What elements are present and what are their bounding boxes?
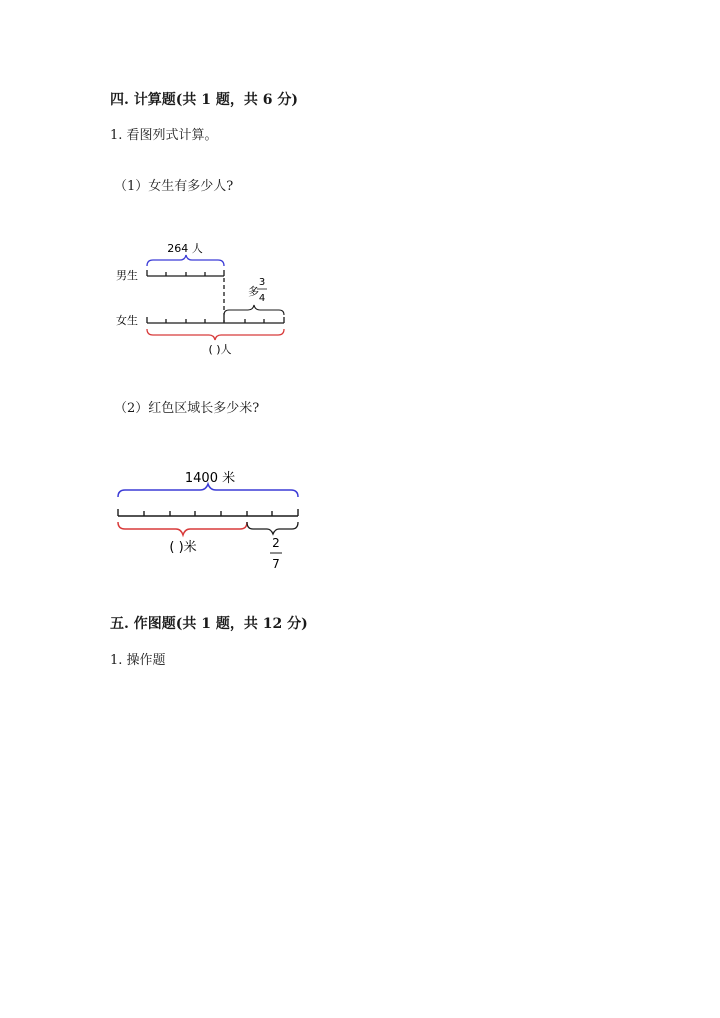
diagram2-top-brace	[118, 484, 298, 497]
sub-question-1-prompt: （1）女生有多少人?	[114, 179, 234, 194]
diagram1-top-brace	[147, 255, 224, 266]
question-1-text: 1. 看图列式计算。	[110, 128, 218, 143]
diagram1-top-label: 264 人	[167, 242, 203, 255]
diagram2-fraction-numerator: 2	[272, 536, 280, 550]
diagram2-fraction-denominator: 7	[272, 557, 280, 571]
diagram2-bar	[118, 509, 298, 516]
diagram1-bottom-brace	[147, 329, 284, 340]
girls-label: 女生	[116, 314, 138, 327]
girls-bar	[147, 317, 284, 323]
diagram2-bottom-label: ( )米	[169, 540, 197, 555]
diagram1-bottom-label: ( )人	[208, 343, 232, 356]
section-5-title: 五. 作图题(共 1 题，共 12 分)	[110, 616, 308, 632]
diagram2-black-brace	[247, 522, 298, 534]
sub-question-2-prompt: （2）红色区域长多少米?	[114, 401, 260, 416]
more-fraction-denominator: 4	[258, 293, 266, 304]
diagram2-top-label: 1400 米	[184, 471, 236, 486]
section-4-title: 四. 计算题(共 1 题，共 6 分)	[110, 92, 298, 108]
diagram2-red-brace	[118, 522, 247, 535]
more-fraction-numerator: 3	[258, 277, 266, 288]
question-5-1-text: 1. 操作题	[110, 653, 166, 668]
boys-label: 男生	[116, 269, 138, 282]
boys-bar	[147, 270, 224, 276]
more-brace	[224, 305, 284, 315]
more-word: 多	[248, 285, 259, 298]
